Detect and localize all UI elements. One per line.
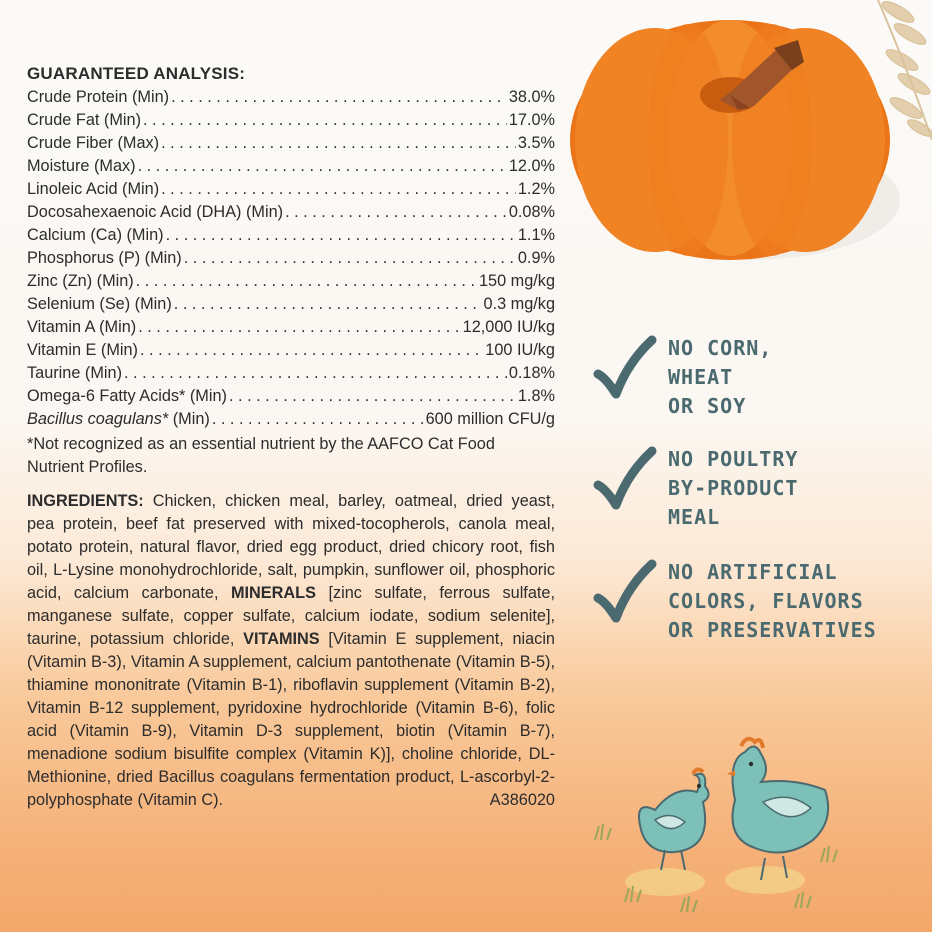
wheat-illustration: [858, 0, 932, 140]
analysis-footnote: *Not recognized as an essential nutrient by the AAFCO Cat Food Nutrient Profiles.: [27, 435, 495, 476]
ingredients-label: INGREDIENTS:: [27, 492, 144, 510]
analysis-row: [27, 408, 555, 431]
analysis-row: [27, 178, 555, 201]
ingredients-text-3: [Vitamin E supplement, niacin (Vitamin B-3), Vitamin A supplement, calcium pantothenate (Vitamin B-5), thiamine mononitrate (Vitamin B-1), riboflavin supplement (Vitamin B-2), Vitamin B-12 supplement, pyridoxine hydrochloride (Vitamin B-6), folic acid (Vitamin B-9), Vitamin D-3 supplement, biotin (Vitamin B-7), menadione sodium bisulfite complex (Vitamin K)], choline chloride, DL-Methionine, dried Bacillus coagulans fermentation product, L-ascorbyl-2-polyphosphate (Vitamin C).: [27, 630, 555, 809]
analysis-row: [27, 201, 555, 224]
dot-leader: [143, 109, 507, 132]
analysis-label-text: Crude Fiber (Max): [27, 134, 160, 152]
product-code: A386020: [489, 791, 555, 809]
analysis-label: [27, 155, 136, 178]
analysis-row: [27, 362, 555, 385]
analysis-value: 1.2%: [517, 180, 555, 198]
analysis-value: 3.5%: [517, 134, 555, 152]
claim-line: COLORS, FLAVORS: [668, 589, 864, 613]
vitamins-label: VITAMINS: [243, 630, 320, 648]
analysis-label: [27, 293, 172, 316]
claim-no-poultry-byproduct: [592, 445, 798, 532]
analysis-value: 38.0%: [508, 88, 555, 106]
analysis-label: [27, 362, 122, 385]
analysis-label-text: Calcium (Ca) (Min): [27, 226, 164, 244]
analysis-row: [27, 155, 555, 178]
analysis-row: [27, 293, 555, 316]
analysis-label: [27, 109, 141, 132]
analysis-row: [27, 132, 555, 155]
analysis-label-text: Moisture (Max): [27, 157, 136, 175]
ingredients-paragraph: [27, 490, 555, 812]
dot-leader: [161, 178, 516, 201]
pumpkin-illustration: [560, 0, 900, 280]
analysis-label-text: Selenium (Se) (Min): [27, 295, 172, 313]
checkmark-icon: [592, 445, 660, 515]
claim-no-artificial: [592, 558, 877, 645]
claim-line: WHEAT: [668, 365, 734, 389]
analysis-value: 1.1%: [517, 226, 555, 244]
dot-leader: [140, 339, 483, 362]
analysis-label: [27, 316, 136, 339]
analysis-value: 0.3 mg/kg: [483, 295, 555, 313]
analysis-label: [27, 339, 138, 362]
analysis-row: [27, 316, 555, 339]
analysis-label: [27, 408, 210, 431]
analysis-label-text: Taurine (Min): [27, 364, 122, 382]
analysis-label: [27, 224, 164, 247]
claim-line: OR PRESERVATIVES: [668, 618, 877, 642]
claim-line: BY-PRODUCT: [668, 476, 799, 500]
analysis-label-text: Phosphorus (P) (Min): [27, 249, 182, 267]
analysis-value: 17.0%: [508, 111, 555, 129]
ingredients-text-1: Chicken, chicken meal, barley, oatmeal, dried yeast, pea protein, beef fat preserved with mixed-tocopherols, canola meal, potato protein, natural flavor, dried egg product, dried chicory root, fish oil, L-Lysine monohydrochloride, salt, pumpkin, sunflower oil, phosphoric acid, calcium carbonate,: [27, 492, 555, 602]
dot-leader: [171, 86, 507, 109]
dot-leader: [166, 224, 516, 247]
dot-leader: [124, 362, 507, 385]
analysis-label: [27, 201, 283, 224]
analysis-label-text: Crude Protein (Min): [27, 88, 170, 106]
dot-leader: [174, 293, 482, 316]
claim-line: NO POULTRY: [668, 447, 799, 471]
dot-leader: [138, 316, 460, 339]
analysis-label: [27, 247, 182, 270]
chickens-illustration: [585, 730, 855, 920]
dot-leader: [285, 201, 507, 224]
analysis-value: 12.0%: [508, 157, 555, 175]
analysis-label-text: Omega-6 Fatty Acids* (Min): [27, 387, 227, 405]
analysis-label: [27, 178, 159, 201]
guaranteed-analysis: [27, 64, 555, 479]
analysis-row: [27, 224, 555, 247]
analysis-value: 12,000 IU/kg: [462, 318, 555, 336]
analysis-label-text: Linoleic Acid (Min): [27, 180, 160, 198]
minerals-label: MINERALS: [230, 584, 316, 602]
dot-leader: [212, 408, 424, 431]
analysis-rows: [27, 86, 555, 431]
analysis-row: [27, 385, 555, 408]
analysis-value: 1.8%: [517, 387, 555, 405]
dot-leader: [184, 247, 516, 270]
dot-leader: [229, 385, 516, 408]
claim-line: MEAL: [668, 505, 721, 529]
ingredients-text-2: [zinc sulfate, ferrous sulfate, manganese sulfate, copper sulfate, calcium iodate, sodium selenite], taurine, potassium chloride,: [27, 584, 555, 648]
analysis-label-text: Zinc (Zn) (Min): [27, 272, 134, 290]
analysis-label-text: Vitamin A (Min): [27, 318, 137, 336]
analysis-row: [27, 86, 555, 109]
analysis-value: 150 mg/kg: [478, 272, 555, 290]
claim-line: OR SOY: [668, 394, 747, 418]
claim-line: NO CORN,: [668, 336, 773, 360]
analysis-heading: GUARANTEED ANALYSIS:: [27, 64, 246, 83]
claim-line: NO ARTIFICIAL: [668, 560, 838, 584]
analysis-value: 0.08%: [508, 203, 555, 221]
analysis-label: [27, 270, 134, 293]
analysis-label-text: Vitamin E (Min): [27, 341, 138, 359]
analysis-label-text: (Min): [168, 410, 210, 428]
checkmark-icon: [592, 558, 660, 628]
analysis-label-text: Docosahexaenoic Acid (DHA) (Min): [27, 203, 284, 221]
analysis-row: [27, 270, 555, 293]
analysis-row: [27, 339, 555, 362]
analysis-label: [27, 385, 227, 408]
analysis-value: 600 million CFU/g: [425, 410, 555, 428]
dot-leader: [136, 270, 477, 293]
analysis-row: [27, 109, 555, 132]
analysis-value: 0.18%: [508, 364, 555, 382]
dot-leader: [138, 155, 507, 178]
claim-no-corn: [592, 334, 772, 421]
analysis-value: 100 IU/kg: [485, 341, 555, 359]
analysis-label: [27, 86, 169, 109]
analysis-label: [27, 132, 159, 155]
analysis-value: 0.9%: [517, 249, 555, 267]
analysis-row: [27, 247, 555, 270]
analysis-label-text: Crude Fat (Min): [27, 111, 141, 129]
checkmark-icon: [592, 334, 660, 404]
dot-leader: [161, 132, 516, 155]
analysis-label-italic: Bacillus coagulans*: [27, 410, 169, 428]
